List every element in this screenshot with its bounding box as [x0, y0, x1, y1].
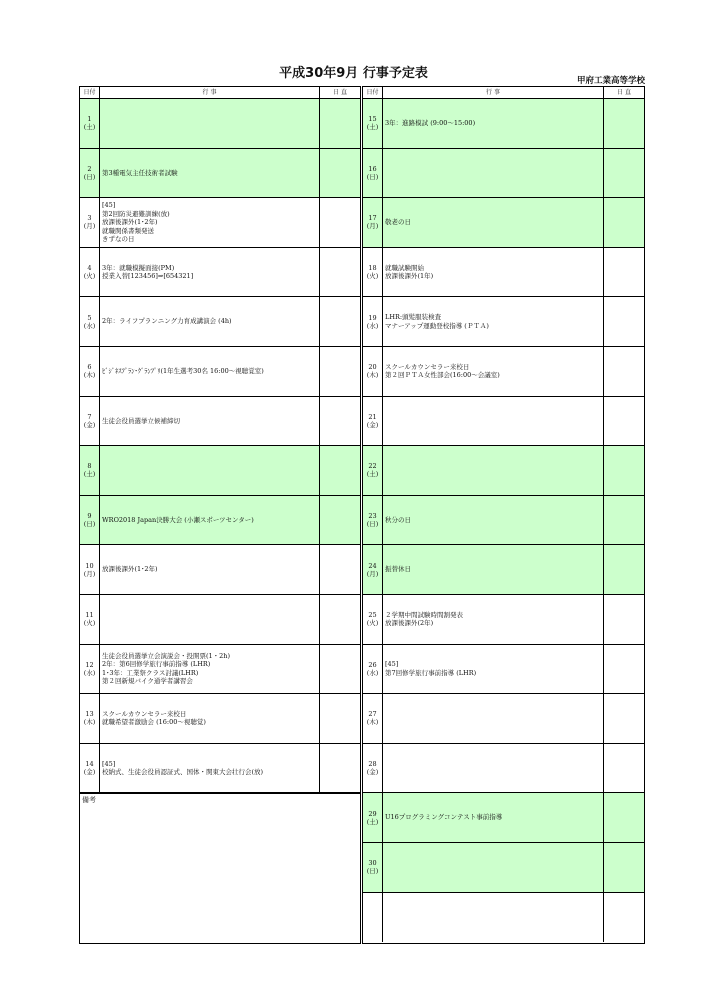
day-row [363, 793, 644, 843]
day-row [363, 545, 644, 595]
event-line: [45] [385, 660, 399, 669]
duty-cell [604, 595, 644, 644]
event-cell [100, 545, 320, 594]
event-line: 授業入替[123456]⇒[654321] [102, 272, 194, 281]
day-number: 20 [368, 363, 377, 372]
event-cell [383, 793, 604, 842]
weekday: (月) [366, 222, 379, 231]
event-line: [45] [102, 201, 116, 210]
day-number: 26 [368, 660, 377, 669]
event-line: きずなの日 [102, 235, 135, 244]
day-row [363, 843, 644, 893]
day-cell [80, 496, 100, 545]
day-number: 10 [85, 561, 94, 570]
day-row [80, 198, 360, 248]
header-date: 日付 [363, 87, 383, 98]
day-row [80, 397, 360, 447]
event-line: 放課後課外(1･2年) [102, 565, 158, 574]
day-number: 7 [87, 412, 92, 421]
day-row [80, 645, 360, 695]
weekday: (日) [366, 520, 379, 529]
event-cell [383, 843, 604, 892]
header-date: 日付 [80, 87, 100, 98]
event-cell [100, 446, 320, 495]
event-line: 放課後課外(1･2年) [102, 218, 158, 227]
event-cell [383, 744, 604, 793]
day-number: 9 [87, 512, 92, 521]
header-event: 行 事 [383, 87, 604, 98]
event-line: 敬老の日 [385, 218, 411, 227]
day-row [363, 297, 644, 347]
event-cell [100, 645, 320, 694]
day-number: 15 [368, 115, 377, 124]
day-cell [363, 694, 383, 743]
day-cell [363, 744, 383, 793]
day-number: 17 [368, 214, 377, 223]
duty-cell [320, 645, 360, 694]
duty-cell [604, 893, 644, 943]
day-cell [80, 645, 100, 694]
day-row [363, 595, 644, 645]
day-row [80, 446, 360, 496]
duty-cell [320, 446, 360, 495]
weekday: (木) [83, 718, 96, 727]
day-row [80, 248, 360, 298]
event-line: 第２回新規バイク通学者講習会 [102, 677, 193, 686]
duty-cell [604, 99, 644, 148]
day-row [363, 397, 644, 447]
duty-cell [604, 198, 644, 247]
weekday: (火) [366, 619, 379, 628]
event-cell [383, 595, 604, 644]
day-number: 4 [87, 264, 92, 273]
weekday: (金) [366, 420, 379, 429]
day-number: 18 [368, 264, 377, 273]
day-row [80, 744, 360, 794]
weekday: (金) [83, 420, 96, 429]
day-number: 13 [85, 710, 94, 719]
event-line: 生徒会役員選挙立候補締切 [102, 416, 180, 425]
weekday: (月) [83, 569, 96, 578]
event-line: 秋分の日 [385, 515, 411, 524]
event-cell [100, 99, 320, 148]
duty-cell [604, 694, 644, 743]
event-line: 3年：就職模擬面接(PM) [102, 263, 175, 272]
day-cell [363, 893, 383, 943]
day-number: 14 [85, 760, 94, 769]
day-number: 22 [368, 462, 377, 471]
schedule-right [362, 86, 645, 944]
weekday: (日) [366, 867, 379, 876]
event-line: 第3種電気主任技術者試験 [102, 168, 178, 177]
header-event: 行 事 [100, 87, 320, 98]
school-name: 甲府工業高等学校 [576, 76, 645, 86]
header-row [80, 87, 360, 99]
day-row [80, 496, 360, 546]
event-line: ２学期中間試験時間割発表 [385, 610, 463, 619]
event-cell [383, 99, 604, 148]
duty-cell [604, 446, 644, 495]
day-row [363, 198, 644, 248]
day-number: 16 [368, 164, 377, 173]
right-rows [363, 99, 644, 942]
duty-cell [604, 297, 644, 346]
event-line: 2年：第6回修学旅行事前指導 (LHR) [102, 660, 211, 669]
header-duty: 日 直 [617, 89, 631, 96]
weekday: (日) [83, 520, 96, 529]
day-row [80, 595, 360, 645]
event-line: スクールカウンセラー来校日 [385, 362, 470, 371]
weekday: (月) [83, 222, 96, 231]
duty-cell [604, 645, 644, 694]
day-row [80, 297, 360, 347]
duty-cell [320, 744, 360, 793]
event-line: LHR:頭髪服装検査 [385, 313, 442, 322]
duty-cell [320, 297, 360, 346]
event-cell [100, 248, 320, 297]
event-cell [383, 446, 604, 495]
day-cell [363, 297, 383, 346]
event-cell [100, 198, 320, 247]
event-cell [383, 645, 604, 694]
duty-cell [320, 545, 360, 594]
day-cell [363, 496, 383, 545]
day-cell [80, 248, 100, 297]
duty-cell [604, 793, 644, 842]
duty-cell [320, 496, 360, 545]
event-line: 就職希望者激励会 (16:00～視聴覚) [102, 718, 206, 727]
event-line: 放課後課外(2年) [385, 619, 434, 628]
event-cell [100, 297, 320, 346]
duty-cell [320, 347, 360, 396]
weekday: (土) [83, 470, 96, 479]
duty-cell [604, 545, 644, 594]
day-number: 28 [368, 760, 377, 769]
day-cell [80, 297, 100, 346]
event-line: 校納式、生徒会役員認証式、国体・関東大会壮行会(放) [102, 768, 264, 777]
header-duty: 日 直 [333, 89, 347, 96]
event-line: スクールカウンセラー来校日 [102, 709, 187, 718]
event-line: 生徒会役員選挙立会演説会・投開票(1・2h) [102, 651, 231, 660]
day-cell [363, 645, 383, 694]
event-line: 振替休日 [385, 565, 411, 574]
duty-cell [604, 347, 644, 396]
weekday: (水) [83, 668, 96, 677]
event-cell [100, 347, 320, 396]
weekday: (土) [366, 123, 379, 132]
day-cell [80, 595, 100, 644]
weekday: (金) [83, 768, 96, 777]
weekday: (木) [366, 371, 379, 380]
event-cell [383, 545, 604, 594]
left-rows [80, 99, 360, 793]
event-line: 第２回ＰＴＡ女性部会(16:00～会議室) [385, 371, 500, 380]
day-cell [363, 843, 383, 892]
weekday: (金) [366, 768, 379, 777]
duty-cell [320, 99, 360, 148]
day-number: 2 [87, 164, 92, 173]
day-row [363, 694, 644, 744]
duty-cell [604, 149, 644, 198]
event-cell [383, 297, 604, 346]
event-line: [45] [102, 759, 116, 768]
day-number: 25 [368, 611, 377, 620]
duty-cell [320, 149, 360, 198]
weekday: (水) [83, 321, 96, 330]
event-line: 就職試験開始 [385, 263, 424, 272]
event-cell [100, 694, 320, 743]
duty-cell [604, 397, 644, 446]
day-cell [363, 397, 383, 446]
day-number: 11 [85, 611, 94, 620]
day-number: 27 [368, 710, 377, 719]
duty-cell [320, 248, 360, 297]
day-number: 21 [368, 412, 377, 421]
event-cell [100, 595, 320, 644]
day-cell [80, 198, 100, 247]
day-row [363, 645, 644, 695]
notes-box [80, 793, 360, 941]
event-cell [383, 496, 604, 545]
weekday: (水) [366, 668, 379, 677]
event-line: 2年：ライフプランニング力育成講演会 (4h) [102, 317, 232, 326]
weekday: (土) [366, 817, 379, 826]
event-cell [100, 397, 320, 446]
duty-cell [604, 248, 644, 297]
day-cell [80, 99, 100, 148]
event-line: 放課後課外(1年) [385, 272, 434, 281]
event-cell [100, 744, 320, 793]
weekday: (火) [366, 272, 379, 281]
day-row [80, 545, 360, 595]
event-cell [100, 496, 320, 545]
day-row [363, 496, 644, 546]
duty-cell [320, 694, 360, 743]
day-cell [363, 793, 383, 842]
event-line: 3年：進路模試 (9:00～15:00) [385, 119, 476, 128]
event-cell [383, 397, 604, 446]
day-row [80, 347, 360, 397]
day-number: 19 [368, 313, 377, 322]
weekday: (木) [83, 371, 96, 380]
page-title: 平成30年9月 行事予定表 [279, 66, 428, 81]
day-cell [363, 99, 383, 148]
event-line: 第7回修学旅行事前指導 (LHR) [385, 668, 477, 677]
event-line: WRO2018 Japan決勝大会 (小瀬スポーツセンター) [102, 515, 254, 524]
header-row [363, 87, 644, 99]
duty-cell [604, 744, 644, 793]
event-line: 就職関係書類発送 [102, 226, 154, 235]
weekday: (火) [83, 619, 96, 628]
day-row [363, 446, 644, 496]
day-cell [80, 446, 100, 495]
event-cell [383, 248, 604, 297]
duty-cell [320, 397, 360, 446]
schedule-left [79, 86, 361, 944]
weekday: (日) [83, 172, 96, 181]
notes-label: 備考 [82, 796, 96, 805]
day-row [363, 248, 644, 298]
weekday: (土) [83, 123, 96, 132]
day-number: 1 [87, 115, 92, 124]
day-number: 12 [85, 660, 94, 669]
event-cell [100, 149, 320, 198]
day-cell [80, 545, 100, 594]
duty-cell [604, 496, 644, 545]
weekday: (土) [366, 470, 379, 479]
day-cell [80, 744, 100, 793]
day-number: 3 [87, 214, 92, 223]
day-cell [80, 694, 100, 743]
day-row [80, 99, 360, 149]
day-cell [363, 248, 383, 297]
duty-cell [320, 198, 360, 247]
day-cell [363, 446, 383, 495]
day-cell [80, 149, 100, 198]
day-row [80, 694, 360, 744]
day-number: 29 [368, 809, 377, 818]
day-row [80, 149, 360, 199]
day-cell [363, 347, 383, 396]
weekday: (日) [366, 172, 379, 181]
day-number: 24 [368, 561, 377, 570]
day-row [363, 744, 644, 794]
day-row [363, 99, 644, 149]
duty-cell [320, 595, 360, 644]
day-cell [80, 397, 100, 446]
event-cell [383, 149, 604, 198]
event-cell [383, 893, 604, 943]
event-line: U16プログラミングコンテスト事前指導 [385, 813, 503, 822]
day-row [363, 893, 644, 943]
day-cell [363, 545, 383, 594]
day-number: 30 [368, 859, 377, 868]
event-cell [383, 347, 604, 396]
day-number: 23 [368, 512, 377, 521]
day-cell [363, 198, 383, 247]
day-cell [363, 595, 383, 644]
event-line: ﾋﾞｼﾞﾈｽﾌﾟﾗﾝ･ｸﾞﾗﾝﾌﾟﾘ(1年生選考30名 16:00～視聴覚室) [102, 367, 264, 376]
duty-cell [604, 843, 644, 892]
day-cell [363, 149, 383, 198]
event-cell [383, 694, 604, 743]
day-number: 8 [87, 462, 92, 471]
weekday: (水) [366, 321, 379, 330]
event-line: マナーアップ運動登校指導 (ＰＴＡ) [385, 321, 489, 330]
event-line: 1･3年：工業祭クラス討議(LHR) [102, 668, 199, 677]
day-row [363, 149, 644, 199]
weekday: (火) [83, 272, 96, 281]
day-number: 5 [87, 313, 92, 322]
day-cell [80, 347, 100, 396]
event-cell [383, 198, 604, 247]
weekday: (木) [366, 718, 379, 727]
day-number: 6 [87, 363, 92, 372]
event-line: 第2回防災避難訓練(放) [102, 209, 170, 218]
weekday: (月) [366, 569, 379, 578]
day-row [363, 347, 644, 397]
